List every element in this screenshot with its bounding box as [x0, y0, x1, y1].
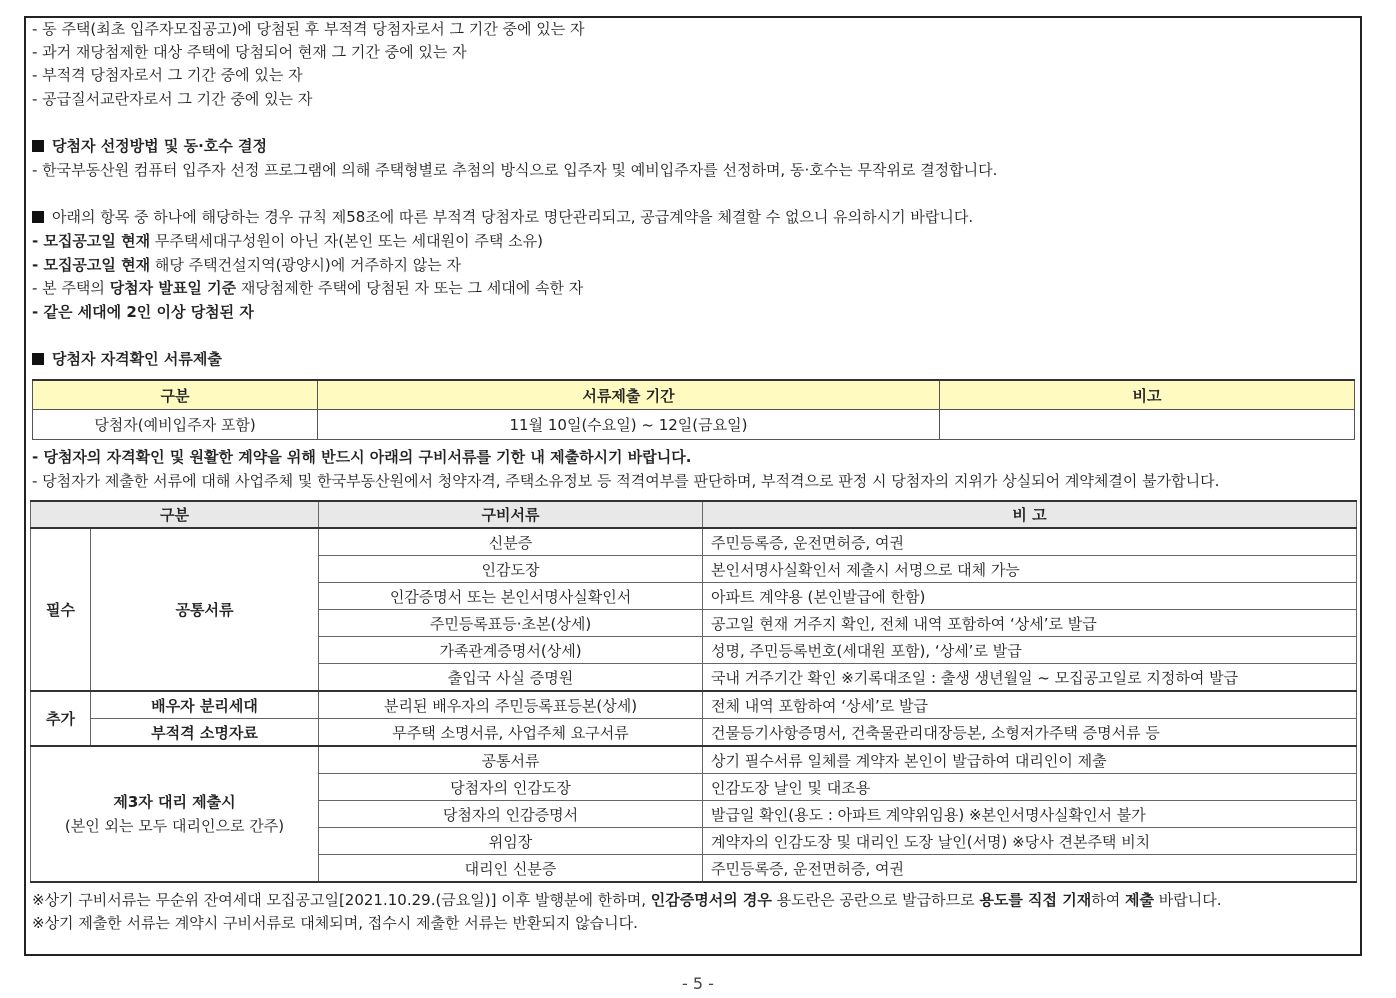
- document-name: 가족관계증명서(상세): [319, 637, 703, 664]
- table-row: [31, 719, 1357, 747]
- proxy-title: 제3자 대리 제출시: [113, 793, 236, 811]
- document-remark: 계약자의 인감도장 및 대리인 도장 날인(서명) ※당사 견본주택 비치: [703, 828, 1357, 855]
- document-name: 인감도장: [319, 556, 703, 583]
- group-extra: 추가: [31, 691, 91, 746]
- document-remark: 공고일 현재 거주지 확인, 전체 내역 포함하여 ‘상세’로 발급: [703, 610, 1357, 637]
- document-name: 무주택 소명서류, 사업주체 요구서류: [319, 719, 703, 747]
- document-remark: 건물등기사항증명서, 건축물관리대장등본, 소형저가주택 증명서류 등: [703, 719, 1357, 747]
- intro-line: - 공급질서교란자로서 그 기간 중에 있는 자: [32, 90, 313, 108]
- group-required: 필수: [31, 528, 91, 691]
- submission-note: - 당첨자가 제출한 서류에 대해 사업주체 및 한국부동산원에서 청약자격, 주택소유정보 등 적격여부를 판단하며, 부적격으로 판정 시 당첨자의 지위가 상실되어 계약체결이 불가합니다.: [32, 472, 1220, 490]
- square-bullet-icon: [32, 211, 44, 223]
- proxy-subtitle: (본인 외는 모두 대리인으로 간주): [64, 817, 285, 835]
- group-proxy: [31, 746, 319, 882]
- selection-method-text: - 한국부동산원 컴퓨터 입주자 선정 프로그램에 의해 주택형별로 추첨의 방식으로 입주자 및 예비입주자를 선정하며, 동·호수는 무작위로 결정합니다.: [32, 161, 998, 179]
- document-name: 대리인 신분증: [319, 855, 703, 883]
- intro-line: - 동 주택(최초 입주자모집공고)에 당첨된 후 부적격 당첨자로서 그 기간 중에 있는 자: [32, 20, 585, 38]
- section-heading: 당첨자 선정방법 및 동·호수 결정: [32, 135, 267, 157]
- document-name: 주민등록표등·초본(상세): [319, 610, 703, 637]
- document-remark: 성명, 주민등록번호(세대원 포함), ‘상세’로 발급: [703, 637, 1357, 664]
- document-remark: 발급일 확인(용도 : 아파트 계약위임용) ※본인서명사실확인서 불가: [703, 801, 1357, 828]
- section-heading: 당첨자 자격확인 서류제출: [32, 348, 222, 370]
- document-name: 위임장: [319, 828, 703, 855]
- ineligible-item: - 모집공고일 현재 해당 주택건설지역(광양시)에 거주하지 않는 자: [32, 256, 461, 274]
- table-row: [33, 410, 1355, 440]
- ineligible-item: - 모집공고일 현재 무주택세대구성원이 아닌 자(본인 또는 세대원이 주택 소유): [32, 232, 543, 250]
- required-documents-table: [30, 500, 1357, 883]
- header-remarks: 비고: [940, 380, 1355, 410]
- header-category: 구분: [31, 501, 319, 528]
- document-name: 분리된 배우자의 주민등록표등본(상세): [319, 691, 703, 719]
- page-number: - 5 -: [682, 974, 714, 993]
- document-name: 공통서류: [319, 746, 703, 774]
- document-remark: 국내 거주기간 확인 ※기록대조일 : 출생 생년월일 ~ 모집공고일로 지정하여 발급: [703, 664, 1357, 692]
- header-remarks: 비 고: [703, 501, 1357, 528]
- square-bullet-icon: [32, 353, 44, 365]
- document-name: 당첨자의 인감도장: [319, 774, 703, 801]
- document-remark: 전체 내역 포함하여 ‘상세’로 발급: [703, 691, 1357, 719]
- ineligible-item: - 같은 세대에 2인 이상 당첨된 자: [32, 303, 254, 321]
- document-name: 인감증명서 또는 본인서명사실확인서: [319, 583, 703, 610]
- group-common-docs: 공통서류: [91, 528, 319, 691]
- header-period: 서류제출 기간: [318, 380, 940, 410]
- submission-notice: - 당첨자의 자격확인 및 원활한 계약을 위해 반드시 아래의 구비서류를 기한 내 제출하시기 바랍니다.: [32, 448, 692, 466]
- ineligible-item: - 본 주택의 당첨자 발표일 기준 재당첨제한 주택에 당첨된 자 또는 그 세대에 속한 자: [32, 279, 584, 297]
- footnote: ※상기 구비서류는 무순위 잔여세대 모집공고일[2021.10.29.(금요일)] 이후 발행분에 한하며, 인감증명서의 경우 용도란은 공란으로 발급하므로 용도를 직접 기재하여 제출 바랍니다.: [32, 891, 1222, 909]
- table-header-row: [33, 380, 1355, 410]
- cell-remarks: [940, 410, 1355, 440]
- header-category: 구분: [33, 380, 318, 410]
- table-row: [31, 746, 1357, 774]
- table-row: [31, 691, 1357, 719]
- extra-category: 부적격 소명자료: [91, 719, 319, 747]
- document-remark: 주민등록증, 운전면허증, 여권: [703, 855, 1357, 883]
- document-name: 신분증: [319, 528, 703, 556]
- document-remark: 상기 필수서류 일체를 계약자 본인이 발급하여 대리인이 제출: [703, 746, 1357, 774]
- intro-line: - 과거 재당첨제한 대상 주택에 당첨되어 현재 그 기간 중에 있는 자: [32, 43, 467, 61]
- table-header-row: [31, 501, 1357, 528]
- extra-category: 배우자 분리세대: [91, 691, 319, 719]
- document-name: 출입국 사실 증명원: [319, 664, 703, 692]
- document-remark: 인감도장 날인 및 대조용: [703, 774, 1357, 801]
- section-heading: 아래의 항목 중 하나에 해당하는 경우 규칙 제58조에 따른 부적격 당첨자로 명단관리되고, 공급계약을 체결할 수 없으니 유의하시기 바랍니다.: [32, 206, 973, 228]
- cell-category: 당첨자(예비입주자 포함): [33, 410, 318, 440]
- document-remark: 주민등록증, 운전면허증, 여권: [703, 528, 1357, 556]
- intro-line: - 부적격 당첨자로서 그 기간 중에 있는 자: [32, 66, 303, 84]
- document-remark: 본인서명사실확인서 제출시 서명으로 대체 가능: [703, 556, 1357, 583]
- table-row: [31, 528, 1357, 556]
- footnote: ※상기 제출한 서류는 계약시 구비서류로 대체되며, 접수시 제출한 서류는 반환되지 않습니다.: [32, 914, 638, 932]
- square-bullet-icon: [32, 140, 44, 152]
- cell-period: 11월 10일(수요일) ~ 12일(금요일): [318, 410, 940, 440]
- document-frame: [24, 16, 1362, 956]
- submission-period-table: [32, 379, 1355, 440]
- header-documents: 구비서류: [319, 501, 703, 528]
- document-name: 당첨자의 인감증명서: [319, 801, 703, 828]
- document-remark: 아파트 계약용 (본인발급에 한함): [703, 583, 1357, 610]
